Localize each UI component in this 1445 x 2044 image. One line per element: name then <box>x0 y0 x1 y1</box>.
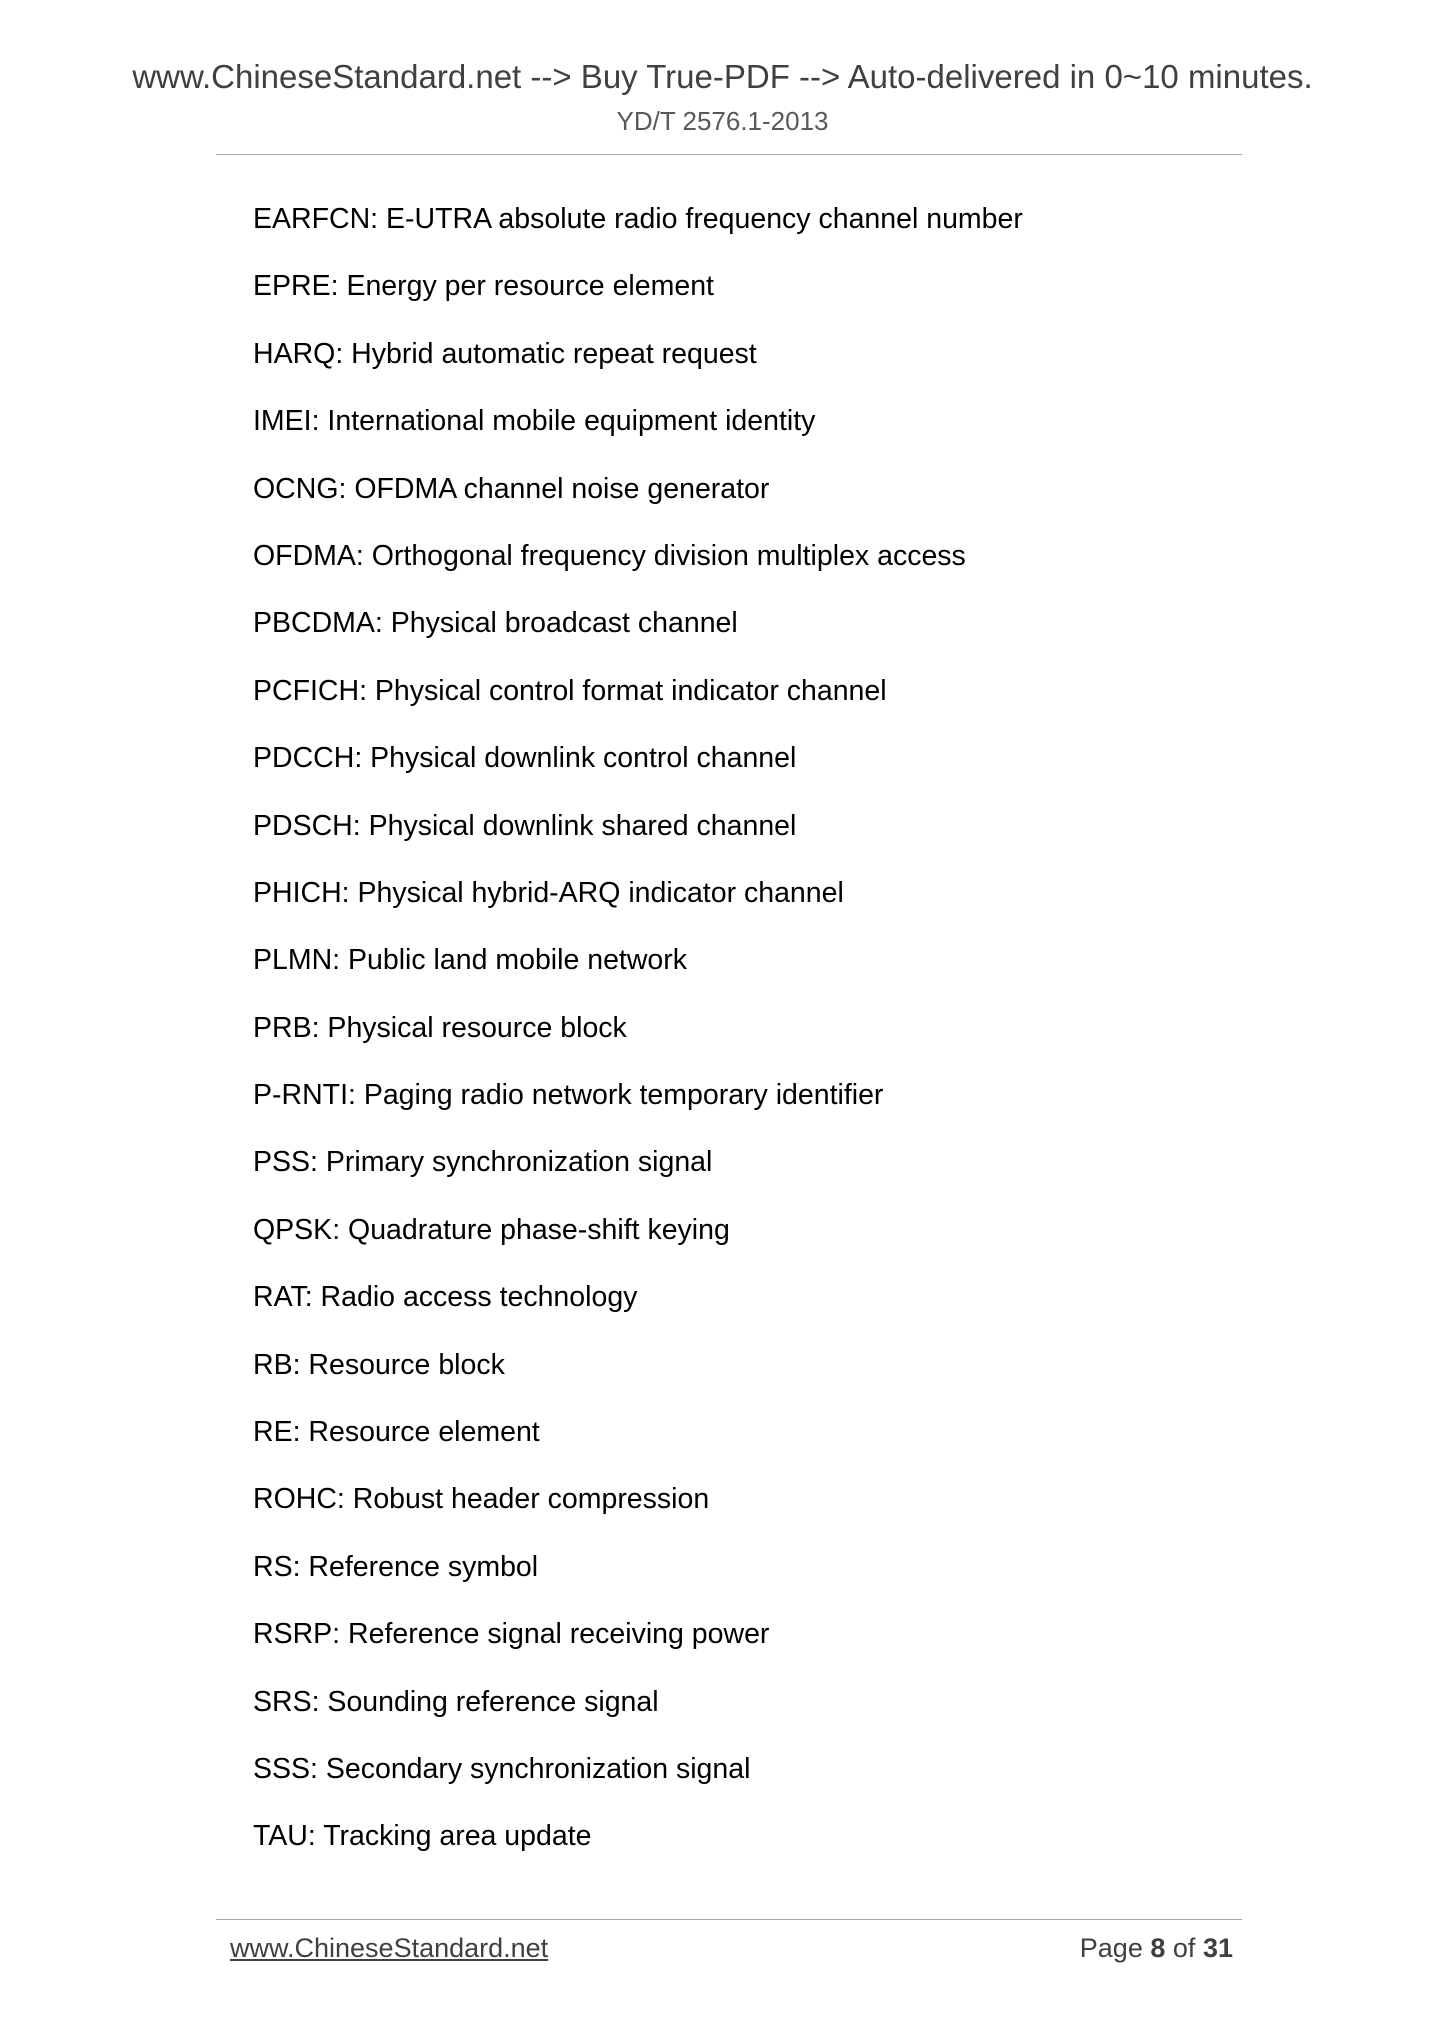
abbreviation-item: PDCCH: Physical downlink control channel <box>253 742 797 775</box>
page-word: Page <box>1079 1933 1143 1963</box>
abbreviation-item: PRB: Physical resource block <box>253 1011 627 1044</box>
abbreviation-list <box>253 197 1023 1882</box>
abbreviation-item: SSS: Secondary synchronization signal <box>253 1752 751 1785</box>
abbreviation-item: HARQ: Hybrid automatic repeat request <box>253 337 757 370</box>
abbreviation-item: OCNG: OFDMA channel noise generator <box>253 472 770 505</box>
abbreviation-item: RSRP: Reference signal receiving power <box>253 1618 770 1651</box>
abbreviation-item: RE: Resource element <box>253 1416 540 1449</box>
footer-divider <box>216 1919 1242 1920</box>
page-of: of <box>1172 1933 1196 1963</box>
abbreviation-item: P-RNTI: Paging radio network temporary identifier <box>253 1079 884 1112</box>
abbreviation-item: ROHC: Robust header compression <box>253 1483 710 1516</box>
abbreviation-item: RB: Resource block <box>253 1348 505 1381</box>
abbreviation-item: TAU: Tracking area update <box>253 1820 592 1853</box>
header-divider <box>216 154 1242 155</box>
page-indicator <box>1080 1933 1233 1964</box>
header-banner: www.ChineseStandard.net --> Buy True-PDF --> Auto-delivered in 0~10 minutes. <box>132 58 1313 95</box>
abbreviation-item: RS: Reference symbol <box>253 1550 539 1583</box>
standard-id: YD/T 2576.1-2013 <box>616 106 829 136</box>
abbreviation-item: PLMN: Public land mobile network <box>253 944 688 977</box>
abbreviation-item: PSS: Primary synchronization signal <box>253 1146 713 1179</box>
page-total: 31 <box>1202 1933 1233 1963</box>
abbreviation-item: PBCDMA: Physical broadcast channel <box>253 607 738 640</box>
page-current: 8 <box>1150 1933 1166 1963</box>
abbreviation-item: PCFICH: Physical control format indicator channel <box>253 674 887 707</box>
abbreviation-item: IMEI: International mobile equipment identity <box>253 405 816 438</box>
abbreviation-item: PHICH: Physical hybrid-ARQ indicator channel <box>253 876 844 909</box>
abbreviation-item: QPSK: Quadrature phase-shift keying <box>253 1213 730 1246</box>
footer-site-link[interactable]: www.ChineseStandard.net <box>230 1933 549 1963</box>
abbreviation-item: SRS: Sounding reference signal <box>253 1685 659 1718</box>
abbreviation-item: OFDMA: Orthogonal frequency division multiplex access <box>253 539 966 572</box>
abbreviation-item: RAT: Radio access technology <box>253 1281 638 1314</box>
abbreviation-item: EARFCN: E-UTRA absolute radio frequency channel number <box>253 203 1023 235</box>
abbreviation-item: EPRE: Energy per resource element <box>253 270 714 303</box>
abbreviation-item: PDSCH: Physical downlink shared channel <box>253 809 797 842</box>
